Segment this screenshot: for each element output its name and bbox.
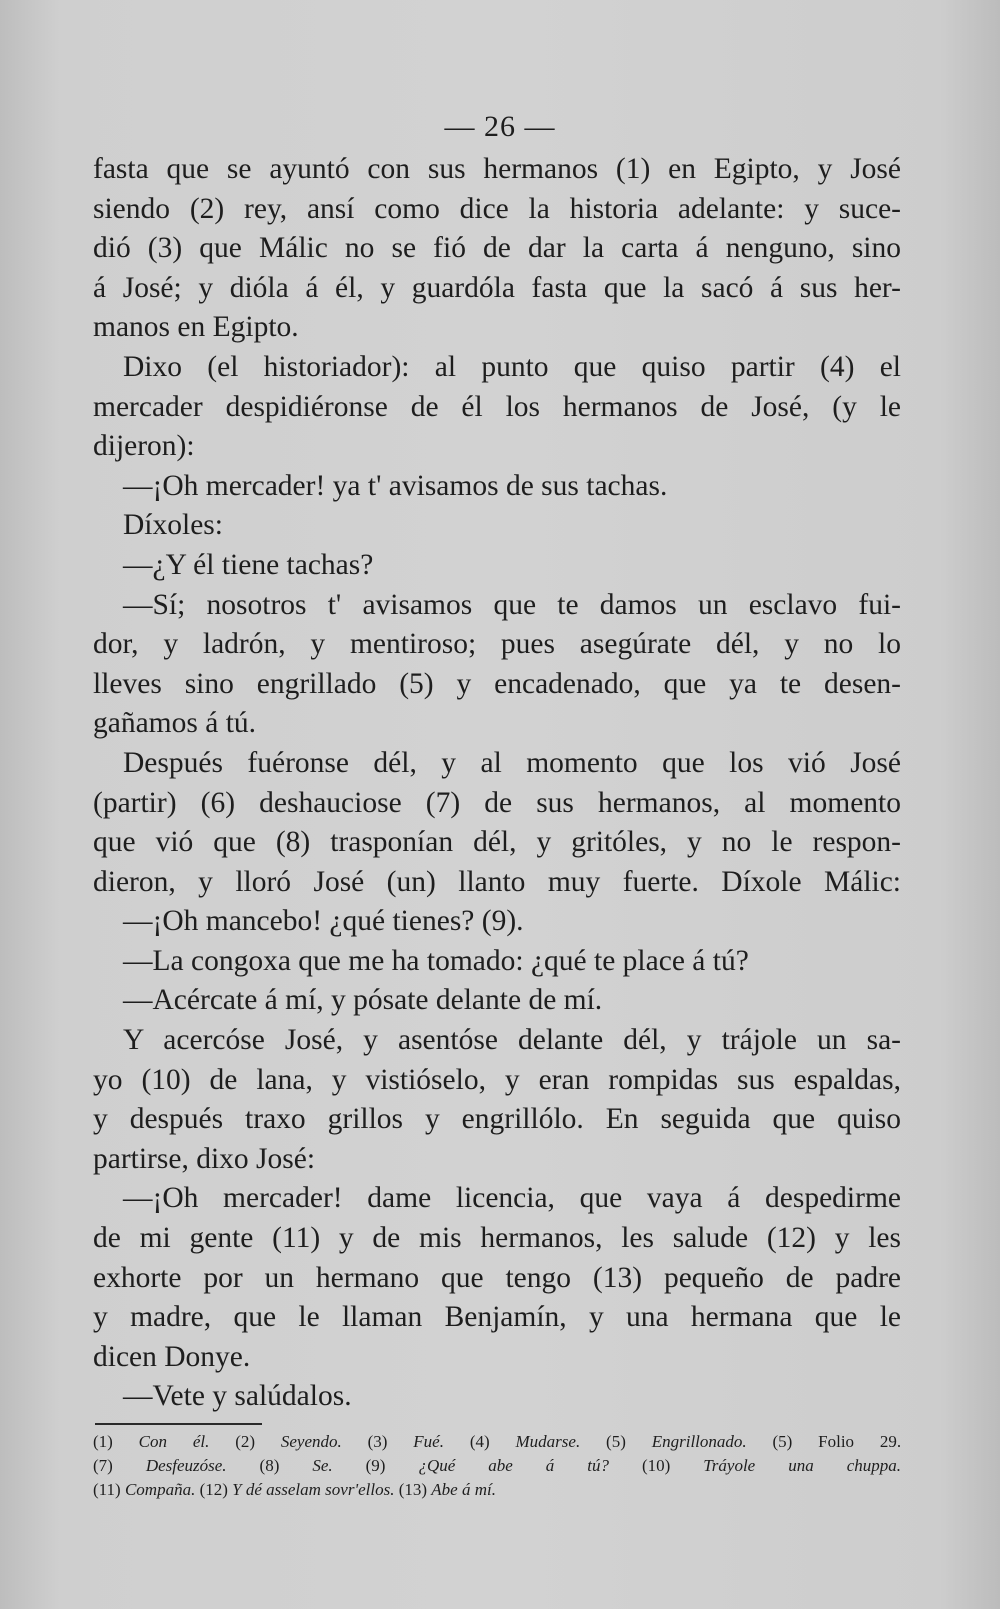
footnote-text: Folio 29. — [818, 1432, 902, 1451]
text-line: dió (3) que Málic no se fió de dar la carta á nenguno, sino — [93, 232, 901, 265]
footnote-number: (4) — [469, 1432, 490, 1451]
text-line: dicen Donye. — [93, 1340, 251, 1373]
text-line: manos en Egipto. — [93, 311, 299, 344]
body-text — [93, 150, 901, 1417]
footnote-text: Con él. — [138, 1432, 210, 1451]
text-line: y después traxo grillos y engrillólo. En seguida que quiso — [93, 1103, 901, 1136]
page-number: — 26 — — [444, 110, 556, 143]
footnote-line — [93, 1478, 901, 1502]
footnote-text: Y dé asselam sovr'ellos. — [232, 1480, 395, 1499]
text-line: —Vete y salúdalos. — [123, 1380, 352, 1413]
footnote-number: (10) — [641, 1456, 671, 1475]
footnote-text: Compaña. — [124, 1480, 196, 1499]
footnote-number: (8) — [259, 1456, 280, 1475]
footnote-text: Tráyole una chuppa. — [703, 1456, 901, 1475]
text-line: Después fuéronse dél, y al momento que los vió José — [123, 746, 901, 779]
text-line: lleves sino engrillado (5) y encadenado, que ya te desen- — [93, 667, 901, 700]
text-line: —¡Oh mercader! ya t' avisamos de sus tachas. — [123, 469, 668, 502]
footnote-number: (11) — [93, 1480, 121, 1499]
text-line: (partir) (6) deshauciose (7) de sus hermanos, al momento — [93, 786, 901, 819]
footnote-text: Abe á mí. — [431, 1480, 496, 1499]
text-line: á José; y dióla á él, y guardóla fasta que la sacó á sus her- — [93, 271, 901, 304]
text-line: yo (10) de lana, y vistióselo, y eran rompidas sus espaldas, — [93, 1063, 901, 1096]
text-line: dieron, y lloró José (un) llanto muy fuerte. Díxole Málic: — [93, 865, 901, 898]
text-line: —Sí; nosotros t' avisamos que te damos un esclavo fui- — [123, 588, 901, 621]
text-line: exhorte por un hermano que tengo (13) pequeño de padre — [93, 1261, 901, 1294]
footnote-number: (12) — [199, 1480, 228, 1499]
text-line: —La congoxa que me ha tomado: ¿qué te place á tú? — [123, 944, 749, 977]
footnotes — [93, 1430, 901, 1502]
footnote-text: Fué. — [413, 1432, 444, 1451]
text-line: dor, y ladrón, y mentiroso; pues asegúrate dél, y no lo — [93, 628, 901, 661]
text-line: Díxoles: — [123, 509, 223, 542]
footnote-number: (9) — [365, 1456, 386, 1475]
footnote-text: Engrillonado. — [651, 1432, 747, 1451]
footnote-line — [93, 1430, 901, 1454]
text-line: Y acercóse José, y asentóse delante dél, y trájole un sa- — [123, 1024, 901, 1057]
text-line: siendo (2) rey, ansí como dice la historia adelante: y suce- — [93, 192, 901, 225]
text-line: —¿Y él tiene tachas? — [123, 548, 374, 581]
text-line: partirse, dixo José: — [93, 1142, 316, 1175]
footnote-number: (13) — [398, 1480, 428, 1499]
text-line: gañamos á tú. — [93, 707, 257, 740]
text-line: dijeron): — [93, 430, 195, 463]
text-line: —Acércate á mí, y pósate delante de mí. — [123, 984, 603, 1017]
text-line: y madre, que le llaman Benjamín, y una hermana que le — [93, 1301, 901, 1334]
footnote-text: ¿Qué abe á tú? — [418, 1456, 609, 1475]
text-line: Dixo (el historiador): al punto que quiso partir (4) el — [123, 350, 901, 383]
footnote-number: (5) — [606, 1432, 626, 1451]
footnote-rule — [95, 1423, 262, 1425]
footnote-number: (5) — [772, 1432, 793, 1451]
footnote-number: (1) — [93, 1432, 113, 1451]
text-line: —¡Oh mercader! dame licencia, que vaya á despedirme — [123, 1182, 901, 1215]
footnote-text: Seyendo. — [280, 1432, 342, 1451]
text-line: —¡Oh mancebo! ¿qué tienes? (9). — [123, 905, 524, 938]
footnote-line — [93, 1454, 901, 1478]
text-line: fasta que se ayuntó con sus hermanos (1) en Egipto, y José — [93, 153, 901, 185]
footnote-number: (3) — [367, 1432, 388, 1451]
text-line: mercader despidiéronse de él los hermanos de José, (y le — [93, 390, 901, 423]
text-line: de mi gente (11) y de mis hermanos, les salude (12) y les — [93, 1222, 901, 1255]
text-line: que vió que (8) trasponían dél, y gritóles, y no le respon- — [93, 826, 901, 859]
footnote-number: (7) — [93, 1456, 113, 1475]
footnote-text: Mudarse. — [515, 1432, 581, 1451]
footnote-text: Desfeuzóse. — [145, 1456, 227, 1475]
footnote-text: Se. — [312, 1456, 333, 1475]
footnote-number: (2) — [235, 1432, 256, 1451]
